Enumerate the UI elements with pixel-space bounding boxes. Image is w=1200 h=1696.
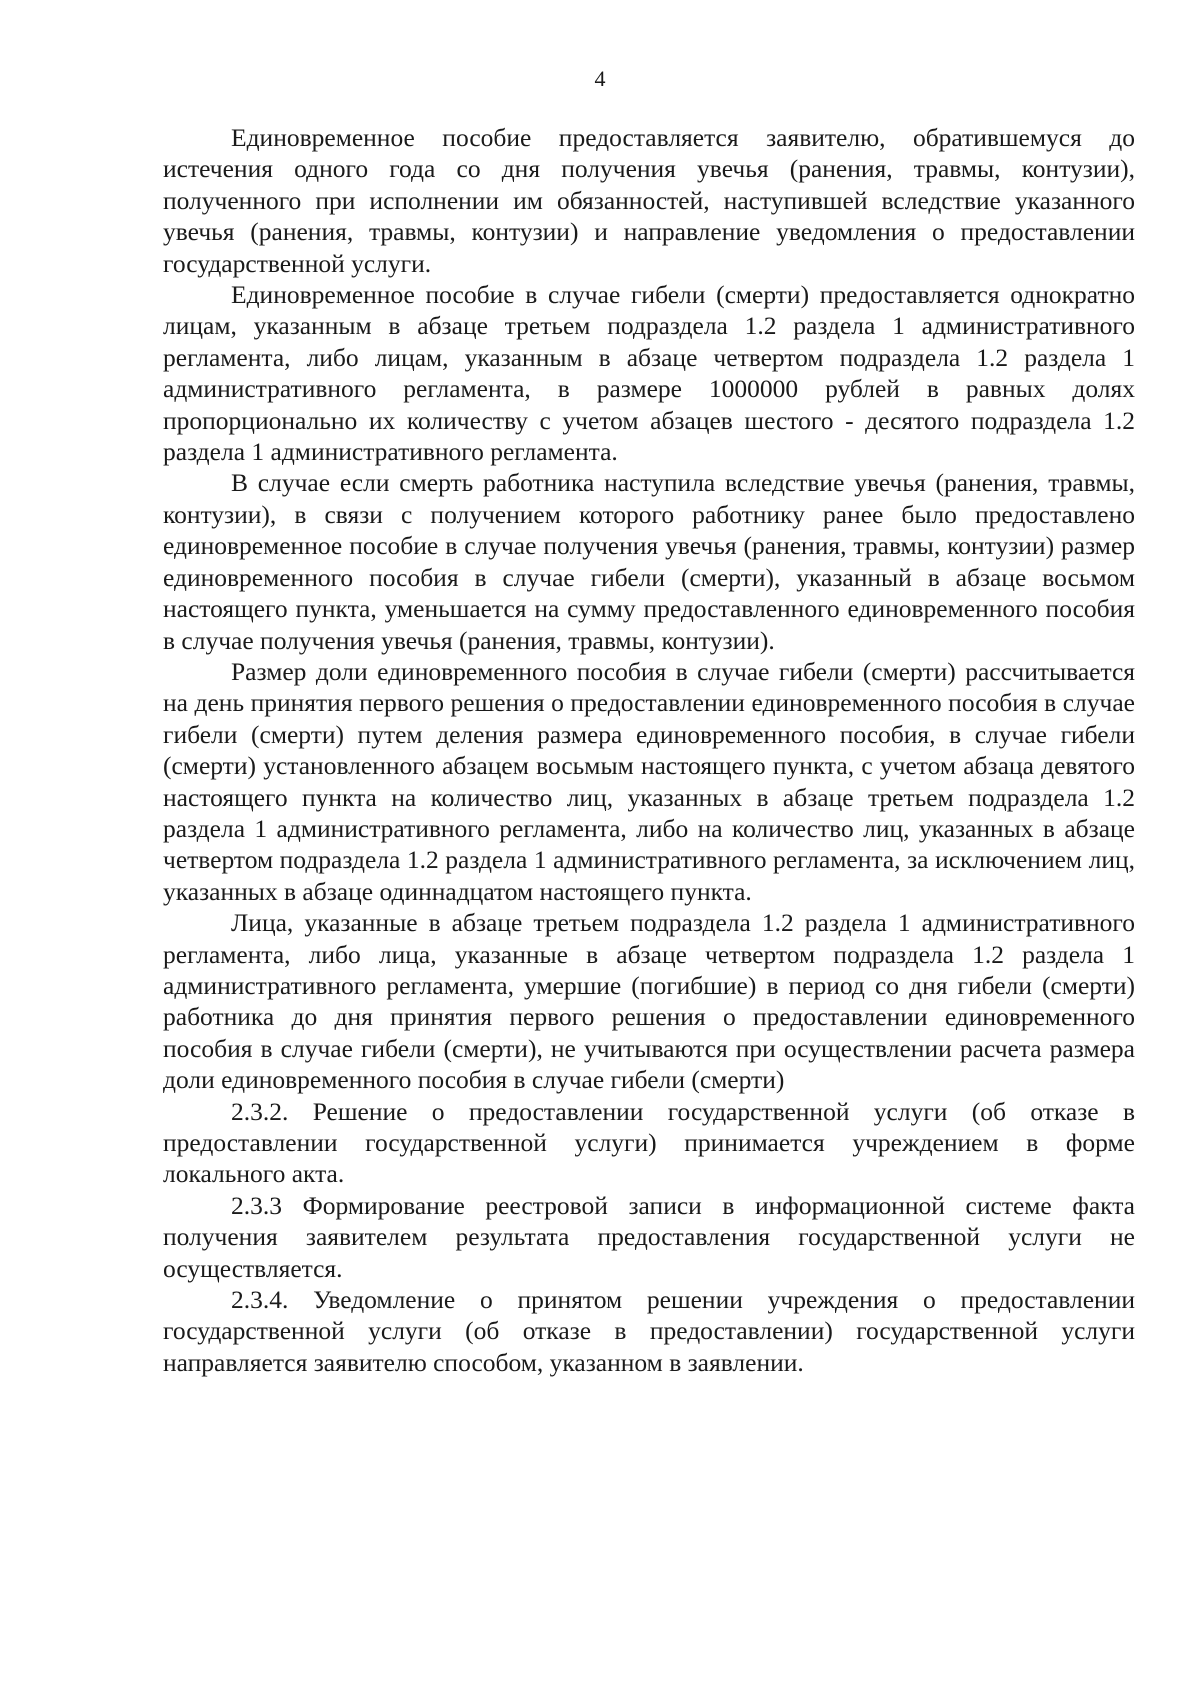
paragraph-2-3-3: 2.3.3 Формирование реестровой записи в информационной системе факта получения заявителем результата предоставления государственной услуги не осуществляется. bbox=[163, 1190, 1135, 1283]
paragraph-death-after-injury: В случае если смерть работника наступила вследствие увечья (ранения, травмы, контузии), в связи с получением которого работнику ранее было предоставлено единовременное пособие в случае получения увечья (ранения, травмы, контузии) размер единовременного пособия в случае гибели (смерти), указанный в абзаце восьмом настоящего пункта, уменьшается на сумму предоставленного единовременного пособия в случае получения увечья (ранения, травмы, контузии). bbox=[163, 468, 1135, 655]
paragraph-deceased-persons: Лица, указанные в абзаце третьем подраздела 1.2 раздела 1 административного регламента, либо лица, указанные в абзаце четвертом подраздела 1.2 раздела 1 административного регламента, умершие (погибшие) в период со дня гибели (смерти) работника до дня принятия первого решения о предоставлении единовременного пособия в случае гибели (смерти), не учитываются при осуществлении расчета размера доли единовременного пособия в случае гибели (смерти) bbox=[163, 908, 1135, 1095]
paragraph-share-calculation: Размер доли единовременного пособия в случае гибели (смерти) рассчитывается на день принятия первого решения о предоставлении единовременного пособия в случае гибели (смерти) путем деления размера единовременного пособия, в случае гибели (смерти) установленного абзацем восьмым настоящего пункта, с учетом абзаца девятого настоящего пункта на количество лиц, указанных в абзаце третьем подраздела 1.2 раздела 1 административного регламента, либо на количество лиц, указанных в абзаце четвертом подраздела 1.2 раздела 1 административного регламента, за исключением лиц, указанных в абзаце одиннадцатом настоящего пункта. bbox=[163, 656, 1135, 906]
paragraph-2-3-2: 2.3.2. Решение о предоставлении государственной услуги (об отказе в предоставлении государственной услуги) принимается учреждением в форме локального акта. bbox=[163, 1096, 1135, 1189]
page-number: 4 bbox=[594, 66, 606, 91]
paragraph-lump-sum-injury: Единовременное пособие предоставляется заявителю, обратившемуся до истечения одного года со дня получения увечья (ранения, травмы, контузии), полученного при исполнении им обязанностей, наступившей вследствие указанного увечья (ранения, травмы, контузии) и направление уведомления о предоставлении государственной услуги. bbox=[163, 123, 1135, 278]
paragraph-2-3-4: 2.3.4. Уведомление о принятом решении учреждения о предоставлении государственной услуги (об отказе в предоставлении) государственной услуги направляется заявителю способом, указанном в заявлении. bbox=[163, 1285, 1135, 1377]
document-body bbox=[163, 122, 1135, 1378]
paragraph-lump-sum-death: Единовременное пособие в случае гибели (смерти) предоставляется однократно лицам, указанным в абзаце третьем подраздела 1.2 раздела 1 административного регламента, либо лицам, указанным в абзаце четвертом подраздела 1.2 раздела 1 административного регламента, в размере 1000000 рублей в равных долях пропорционально их количеству с учетом абзацев шестого - десятого подраздела 1.2 раздела 1 административного регламента. bbox=[163, 280, 1135, 467]
